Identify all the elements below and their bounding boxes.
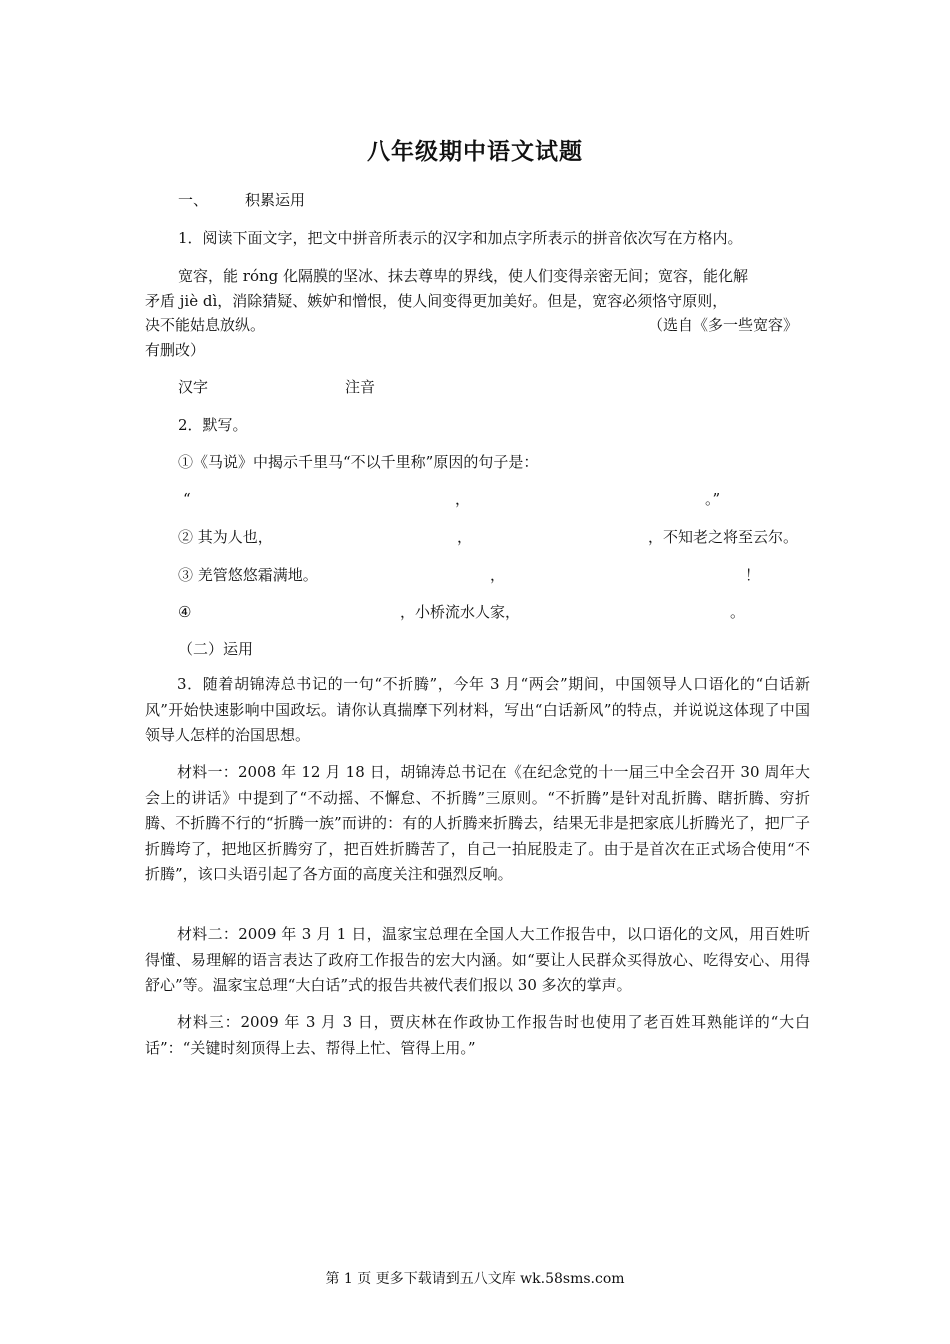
q2-item1-open-quote: “	[183, 490, 191, 508]
q1-passage-line2: 矛盾 jiè dì，消除猜疑、嫉妒和憎恨，使人间变得更加美好。但是，宽容必须恪守原则，	[145, 292, 728, 310]
section1-number: 一、	[178, 191, 209, 209]
q2-item4-number: ④	[178, 603, 192, 621]
q2-item2-start: ② 其为人也，	[178, 528, 273, 546]
q2-item3-start: ③ 羌管悠悠霜满地。	[178, 566, 318, 584]
q2-item1: ①《马说》中揭示千里马“不以千里称”原因的句子是：	[178, 453, 539, 471]
q2-item2-end: ，不知老之将至云尔。	[648, 528, 799, 546]
page-title: 八年级期中语文试题	[367, 139, 583, 165]
q1-prompt: 1．阅读下面文字，把文中拼音所表示的汉字和加点字所表示的拼音依次写在方格内。	[178, 229, 743, 247]
q2-item3-comma: ，	[490, 566, 506, 584]
q1-passage-source: （选自《多一些宽容》	[648, 316, 799, 334]
q2-item3-end: ！	[745, 566, 761, 584]
q1-passage-line1: 宽容，能 róng 化隔膜的坚冰、抹去尊卑的界线，使人们变得亲密无间；宽容，能化解	[178, 267, 749, 285]
q3-material3: 材料三：2009 年 3 月 3 日，贾庆林在作政协工作报告时也使用了老百姓耳熟能详的“大白话”：“关键时刻顶得上去、帮得上忙、管得上用。”	[145, 1013, 810, 1057]
section1-label: 积累运用	[245, 191, 306, 209]
zhuyin-label: 注音	[345, 378, 376, 396]
q2-item4-middle: ，小桥流水人家，	[400, 603, 521, 621]
q3-material1: 材料一：2008 年 12 月 18 日，胡锦涛总书记在《在纪念党的十一届三中全会召开 30 周年大会上的讲话》中提到了“不动摇、不懈怠、不折腾”三原则。“不折腾”是针对乱折腾、瞎折腾、穷折腾、不折腾不行的“折腾一族”而讲的：有的人折腾来折腾去，结果无非是把家底儿折腾光了，把厂子折腾垮了，把地区折腾穷了，把百姓折腾苦了，自己一拍屁股走了。由于是首次在正式场合使用“不折腾”，该口头语引起了各方面的高度关注和强烈反响。	[145, 763, 810, 883]
page-footer: 第 1 页 更多下载请到五八文库 wk.58sms.com	[325, 1271, 625, 1287]
q2-prompt: 2．默写。	[178, 416, 248, 434]
q2-item2-comma: ，	[457, 528, 473, 546]
q2-item4-end: 。	[730, 603, 746, 621]
q3-prompt: 3．随着胡锦涛总书记的一句“不折腾”，今年 3 月“两会”期间，中国领导人口语化的“白话新风”开始快速影响中国政坛。请你认真揣摩下列材料，写出“白话新风”的特点，并说说这体现了中国领导人怎样的治国思想。	[145, 675, 810, 744]
q2-item1-close: 。”	[705, 490, 721, 508]
q2-item1-comma: ，	[455, 490, 471, 508]
q1-passage-line3: 决不能姑息放纵。	[145, 316, 266, 334]
q3-material2: 材料二：2009 年 3 月 1 日，温家宝总理在全国人大工作报告中，以口语化的文风，用百姓听得懂、易理解的语言表达了政府工作报告的宏大内涵。如“要让人民群众买得放心、吃得安心、用得舒心”等。温家宝总理“大白话”式的报告共被代表们报以 30 多次的掌声。	[145, 925, 810, 994]
hanzi-label: 汉字	[178, 378, 209, 396]
q1-passage-line4: 有删改）	[145, 341, 206, 359]
section2-label: （二）运用	[178, 640, 254, 658]
